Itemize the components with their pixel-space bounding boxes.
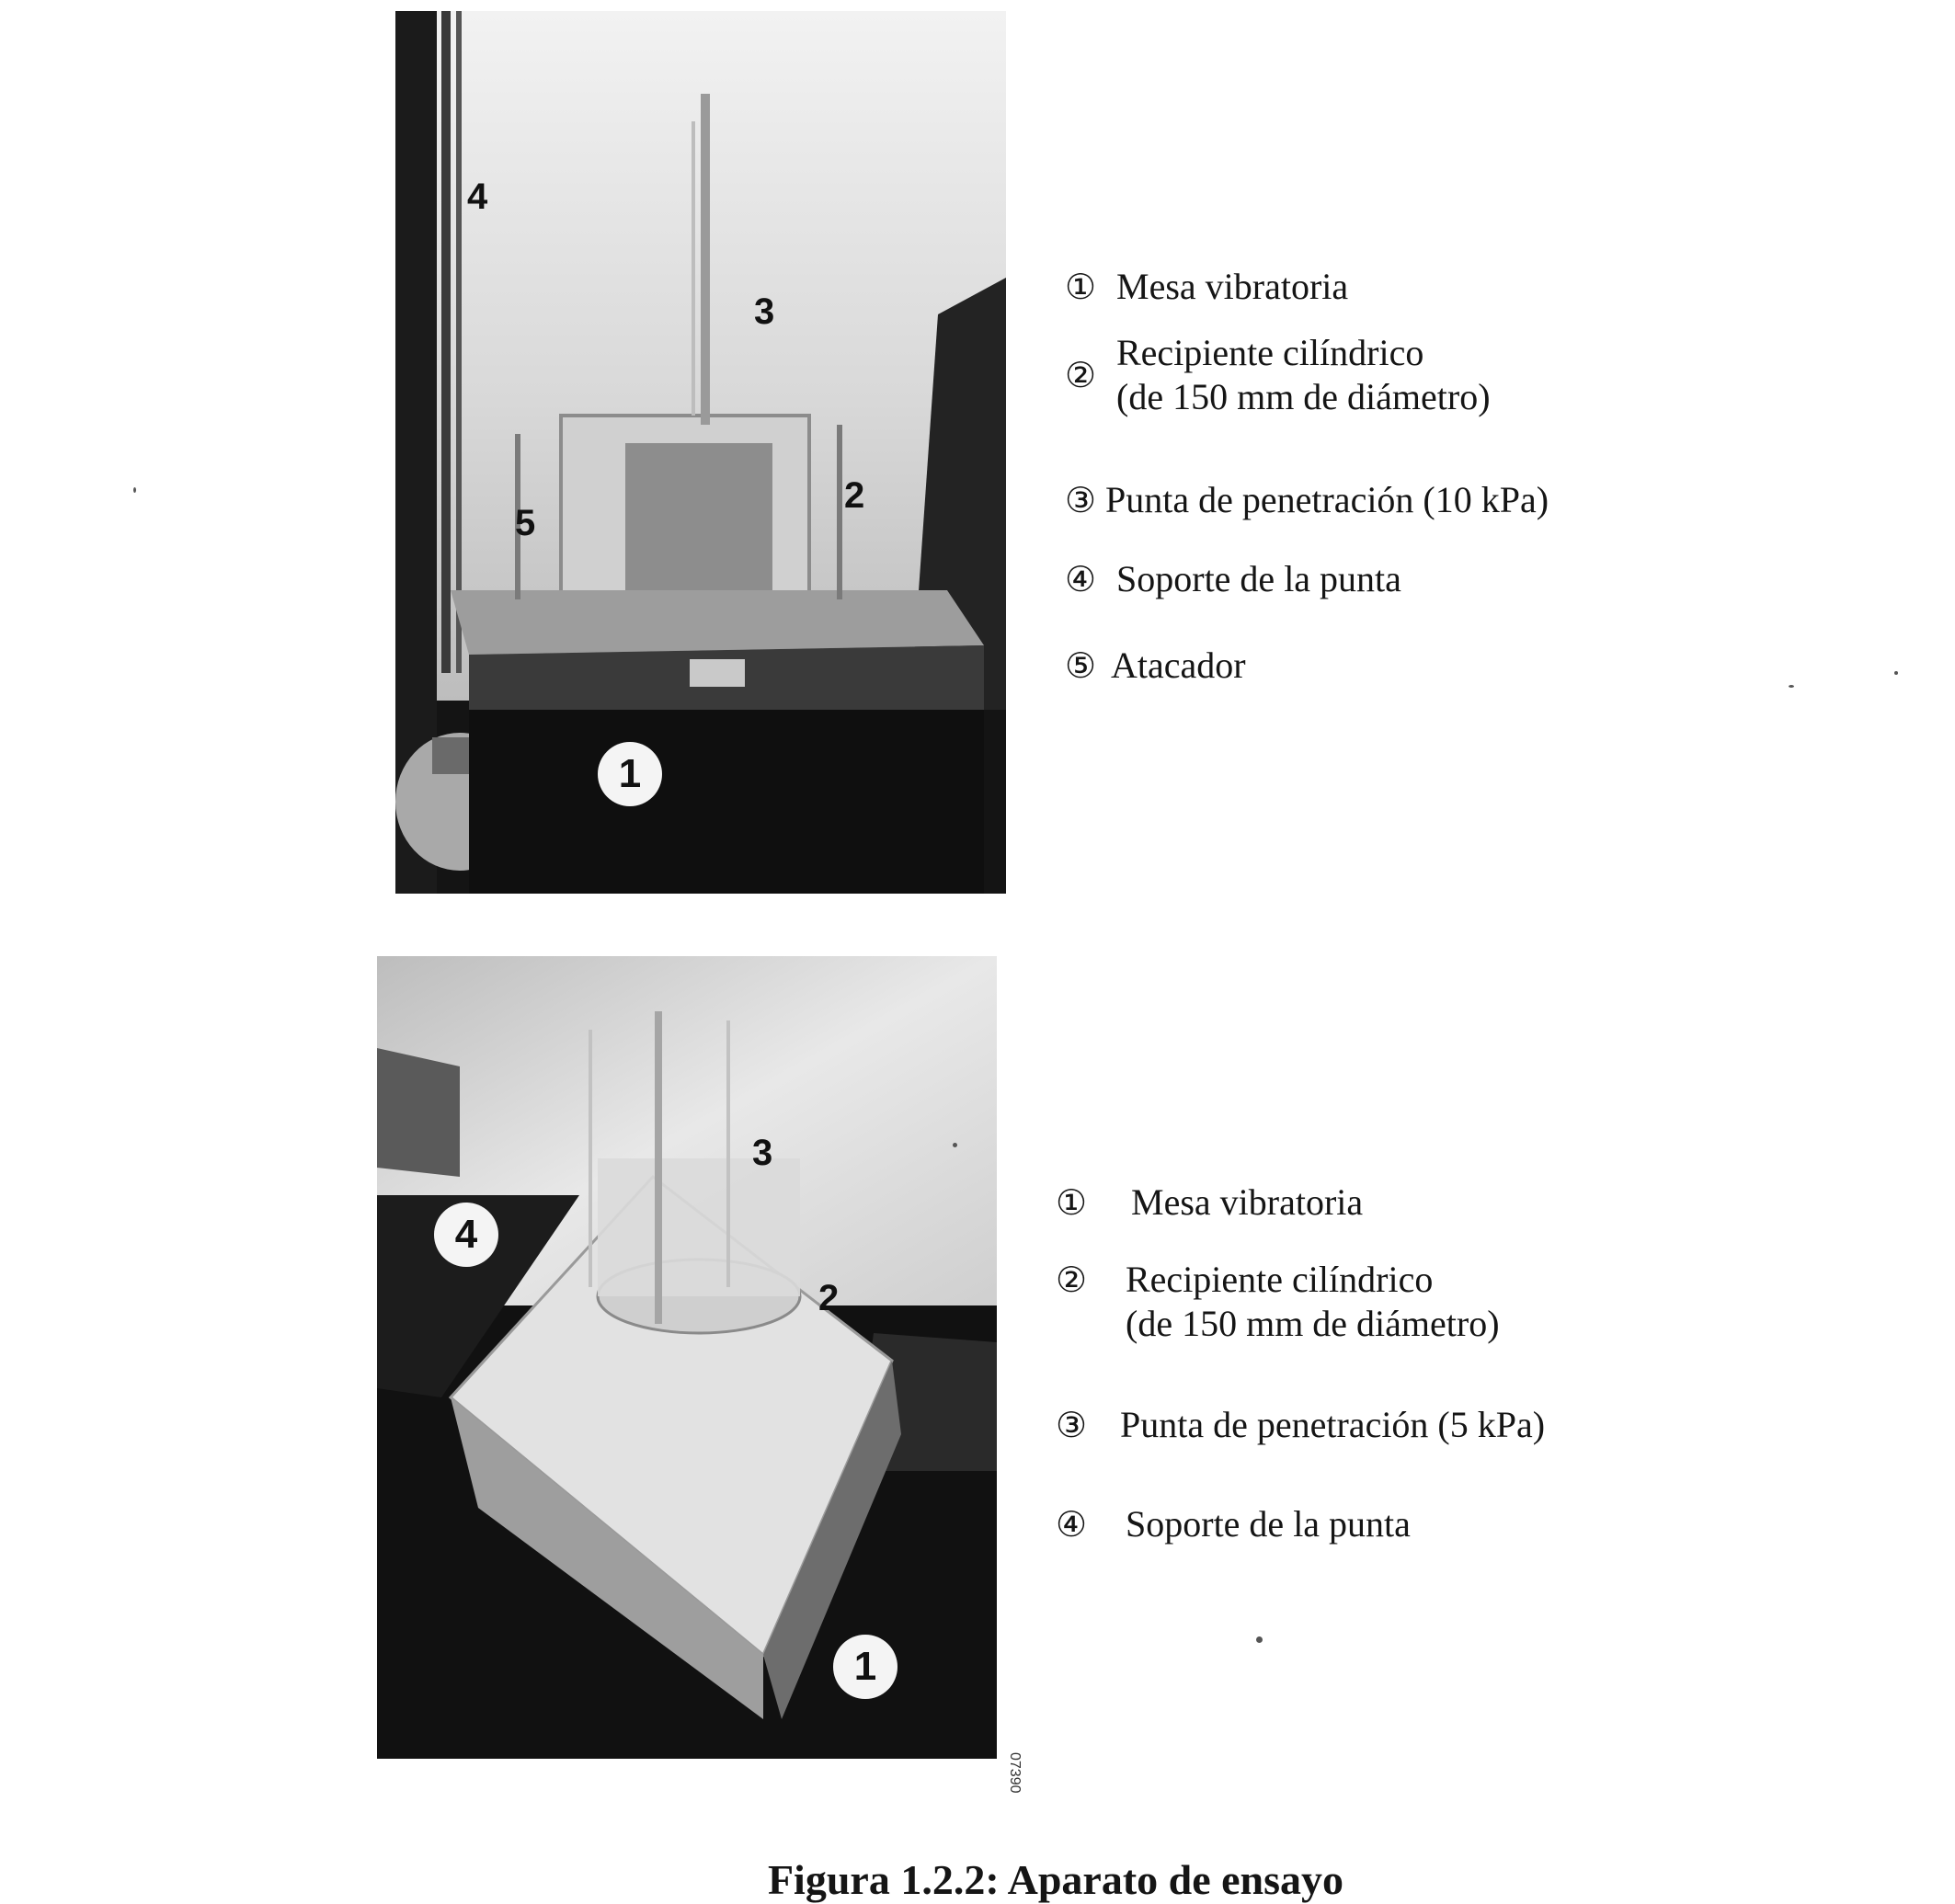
legend-top-text-3: Punta de penetración (10 kPa) [1105,479,1549,520]
figure-code: 07390 [1007,1752,1023,1794]
legend-bottom-num-4: ④ [1056,1504,1088,1545]
callout-bottom-3: 3 [752,1133,773,1173]
legend-top-num-3: ③ [1065,480,1097,520]
scan-speck [1256,1636,1263,1643]
legend-bottom-num-1: ① [1056,1182,1088,1223]
legend-top-text-2b: (de 150 mm de diámetro) [1116,376,1491,417]
legend-bottom-text-2b: (de 150 mm de diámetro) [1126,1303,1500,1344]
callout-bottom-2: 2 [818,1278,840,1318]
callout-bottom-1: 1 [833,1635,897,1699]
scan-speck [1789,685,1794,688]
figure-caption: Figura 1.2.2: Aparato de ensayo [767,1856,1344,1903]
legend-bottom-item-3 [1056,1403,1545,1447]
photo-test-apparatus-10kpa [395,11,1006,894]
legend-bottom-text-3: Punta de penetración (5 kPa) [1120,1404,1546,1445]
legend-top-item-2 [1065,331,1491,419]
callout-top-5: 5 [515,503,536,543]
callout-top-3: 3 [754,291,775,332]
legend-top-num-1: ① [1065,267,1097,307]
legend-top-item-3 [1065,478,1549,522]
legend-bottom [1056,1180,1626,1567]
scan-speck [1894,671,1898,675]
legend-top-item-1 [1065,265,1348,309]
callout-top-1 [598,742,662,806]
scan-speck [133,487,136,493]
legend-bottom-text-2a: Recipiente cilíndrico [1126,1259,1434,1300]
callout-top-2: 2 [844,475,865,516]
legend-bottom-num-3: ③ [1056,1405,1088,1445]
legend-top-text-1: Mesa vibratoria [1116,266,1349,307]
legend-bottom-num-2: ② [1056,1260,1088,1300]
legend-top-item-4 [1065,557,1401,601]
legend-top-item-5 [1065,644,1246,688]
photo-bottom-drawing [377,956,997,1759]
legend-top-num-4: ④ [1065,559,1097,599]
callout-bottom-4: 4 [434,1203,498,1267]
legend-top [1065,257,1617,699]
callout-top-1-badge: 1 [598,742,662,806]
photo-top-drawing [395,11,1006,894]
legend-bottom-item-4 [1056,1502,1411,1546]
legend-top-num-5: ⑤ [1065,645,1097,686]
legend-top-text-4: Soporte de la punta [1116,558,1401,599]
legend-top-text-2a: Recipiente cilíndrico [1116,332,1424,373]
legend-bottom-item-2 [1056,1258,1500,1346]
scan-speck [953,1143,957,1147]
legend-bottom-text-4: Soporte de la punta [1126,1503,1411,1545]
legend-bottom-item-1 [1056,1180,1363,1225]
legend-top-text-5: Atacador [1111,644,1246,686]
legend-bottom-text-1: Mesa vibratoria [1131,1181,1364,1223]
photo-test-apparatus-5kpa [377,956,997,1759]
callout-top-4: 4 [467,177,488,217]
legend-top-num-2: ② [1065,355,1097,395]
